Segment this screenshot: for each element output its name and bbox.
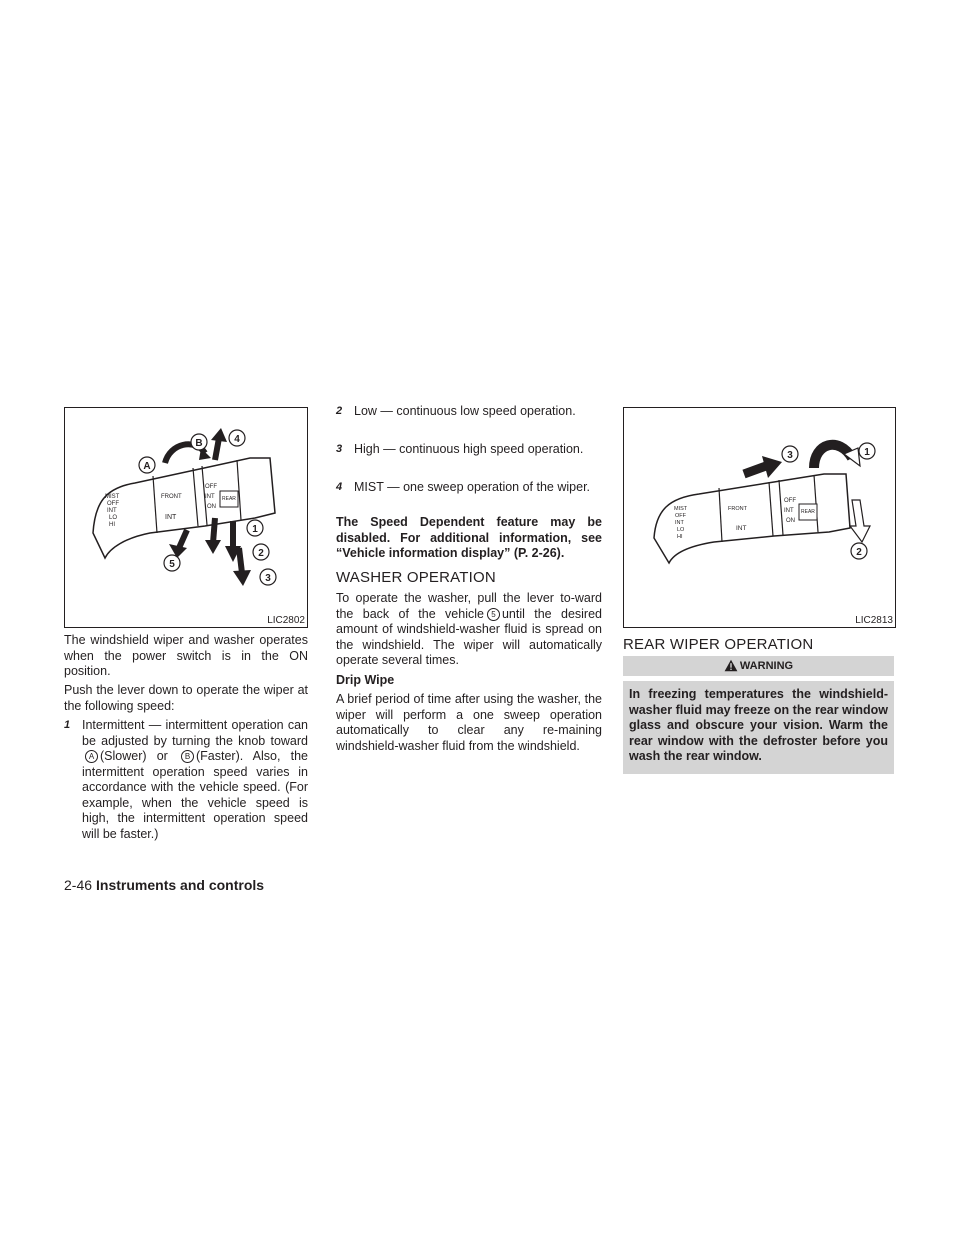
svg-text:1: 1 [864, 447, 870, 458]
item-number: 3 [336, 443, 343, 455]
svg-text:3: 3 [265, 573, 271, 584]
list-item-mist [336, 480, 602, 514]
svg-text:3: 3 [787, 450, 793, 461]
svg-text:FRONT: FRONT [161, 494, 182, 500]
circle-b-label: B [181, 750, 194, 763]
rear-wiper-heading: REAR WIPER OPERATION [623, 636, 814, 653]
washer-text-post: until the desired amount of windshield-washer fluid is spread on the windshield. The wiper will automatically operate several times. [336, 606, 602, 667]
paragraph-push-lever: Push the lever down to operate the wiper at the following speed: [64, 683, 308, 713]
svg-text:ON: ON [786, 518, 795, 524]
svg-text:MIST: MIST [674, 506, 688, 512]
svg-text:B: B [195, 438, 203, 449]
figure-code: LIC2802 [267, 615, 305, 626]
svg-text:5: 5 [169, 559, 175, 570]
item-text-pre: Intermittent — intermittent operation can be adjusted by turning the knob toward [82, 718, 308, 748]
svg-text:ON: ON [207, 504, 216, 510]
list-item-high [336, 442, 602, 476]
svg-text:OFF: OFF [205, 484, 217, 490]
svg-text:2: 2 [856, 547, 862, 558]
paragraph-power-switch: The windshield wiper and washer operates when the power switch is in the ON position. [64, 633, 308, 678]
svg-text:INT: INT [165, 514, 177, 521]
washer-operation-paragraph [336, 591, 602, 669]
svg-text:REAR: REAR [801, 509, 815, 515]
svg-text:OFF: OFF [784, 498, 796, 504]
warning-label: WARNING [739, 660, 794, 672]
list-item-intermittent [64, 718, 308, 848]
svg-text:LO: LO [677, 527, 685, 533]
item-number: 4 [336, 481, 343, 493]
drip-wipe-paragraph: A brief period of time after using the washer, the wiper will perform a one sweep operation automatically to clear any re-maining windshield-washer fluid from the windshield. [336, 692, 602, 753]
rear-wiper-lever-illustration [624, 408, 895, 627]
page-footer [64, 876, 264, 894]
svg-text:MIST: MIST [105, 494, 120, 500]
svg-text:INT: INT [736, 525, 747, 532]
svg-text:2: 2 [258, 548, 264, 559]
list-item-low [336, 404, 602, 438]
item-text-mid: (Slower) or [100, 749, 168, 763]
page-number: 2-46 [64, 877, 93, 893]
warning-icon [724, 659, 738, 672]
speed-dependent-note: The Speed Dependent feature may be disabled. For additional information, see “Vehicle information display” (P. 2-26). [336, 515, 602, 560]
svg-text:1: 1 [252, 524, 258, 535]
drip-wipe-heading: Drip Wipe [336, 673, 395, 687]
svg-text:A: A [143, 461, 151, 472]
figure-rear-wiper-lever [623, 407, 896, 628]
washer-text-pre: To operate the washer, pull the lever to-ward the back of the vehicle [336, 591, 602, 621]
circle-5-label: 5 [487, 608, 500, 621]
figure-code: LIC2813 [855, 615, 893, 626]
svg-text:INT: INT [107, 508, 117, 514]
item-text [82, 718, 308, 842]
svg-text:OFF: OFF [107, 501, 119, 507]
wiper-lever-illustration [65, 408, 307, 627]
circle-a-label: A [85, 750, 98, 763]
item-text: Low — continuous low speed operation. [354, 404, 576, 418]
section-title: Instruments and controls [96, 877, 265, 893]
warning-header [623, 656, 894, 676]
svg-text:HI: HI [677, 534, 683, 540]
figure-wiper-lever [64, 407, 308, 628]
svg-text:INT: INT [675, 520, 684, 526]
svg-text:FRONT: FRONT [728, 506, 747, 512]
item-number: 2 [336, 405, 343, 417]
item-text-post: (Faster). Also, the intermittent operation speed varies in accordance with the vehicle speed. (For example, when the vehicle speed is high, the intermittent operation speed will be faster.) [82, 749, 308, 841]
svg-text:HI: HI [109, 522, 115, 528]
svg-text:LO: LO [109, 515, 118, 521]
item-number: 1 [64, 719, 71, 731]
svg-text:INT: INT [784, 508, 794, 514]
svg-text:4: 4 [234, 434, 240, 445]
svg-text:REAR: REAR [222, 496, 236, 502]
warning-text: In freezing temperatures the windshield-washer fluid may freeze on the rear window glass and obscure your vision. Warm the rear window with the defroster before you wash the rear window. [623, 681, 894, 774]
svg-text:OFF: OFF [675, 513, 686, 519]
item-text: High — continuous high speed operation. [354, 442, 584, 456]
washer-operation-heading: WASHER OPERATION [336, 569, 496, 586]
item-text: MIST — one sweep operation of the wiper. [354, 480, 591, 494]
svg-text:INT: INT [205, 494, 215, 500]
